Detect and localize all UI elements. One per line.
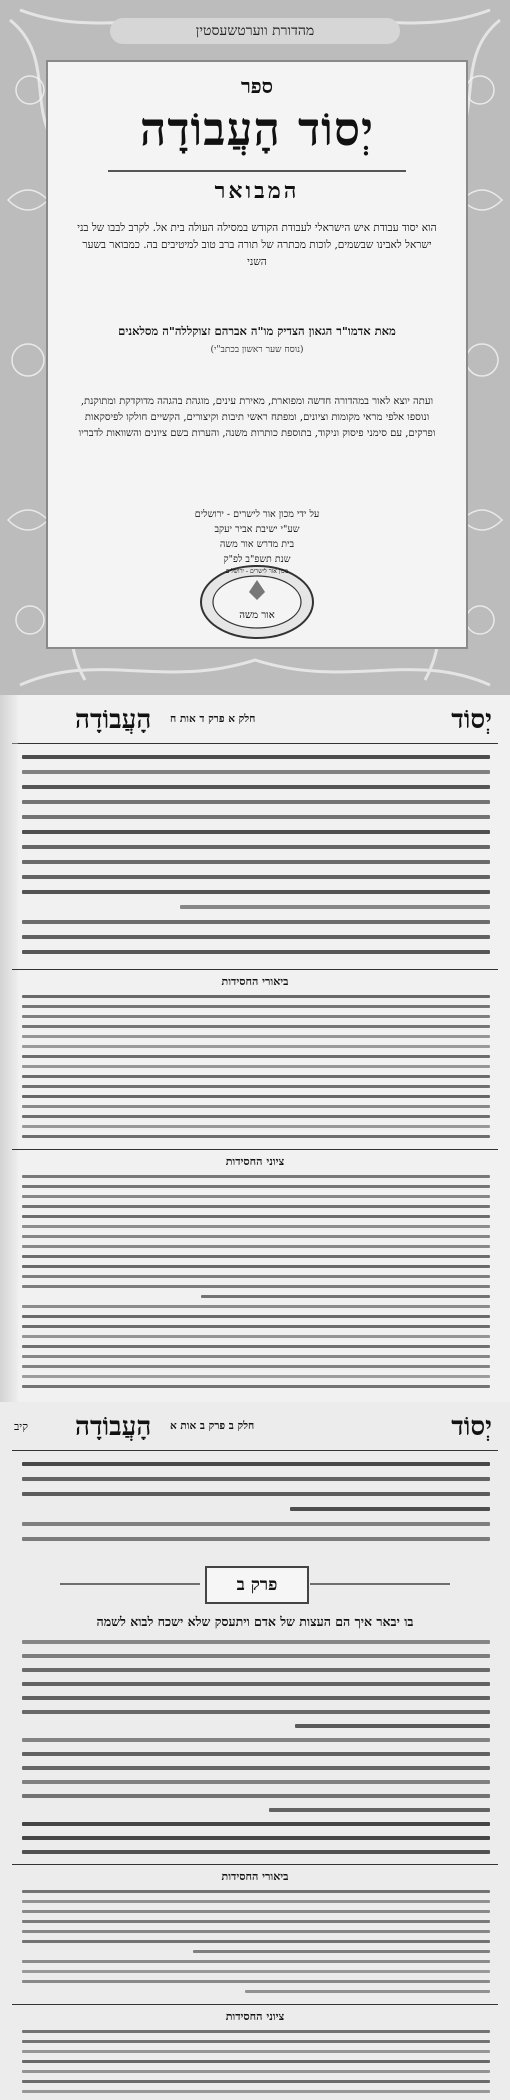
text-line — [22, 1752, 490, 1756]
text-line — [22, 1255, 490, 1258]
text-line — [295, 1724, 490, 1728]
text-line — [22, 1095, 490, 1098]
book-cover — [0, 0, 510, 695]
divider-rule — [12, 969, 498, 970]
footnote-text-block — [22, 1173, 490, 1395]
text-line — [22, 1085, 490, 1088]
publisher-line: שנת תשפ"ב לפ"ק — [223, 554, 291, 565]
section-heading-tziyun: ציוני החסידות — [225, 1155, 285, 1168]
text-line — [22, 1265, 490, 1268]
book-subtitle: המבואר — [214, 178, 300, 204]
chapter-subtitle: בו יבאר איך הם העצות של אדם ויתעסק שלא ישכח לבוא לשמה — [96, 1614, 414, 1629]
text-line — [22, 2080, 490, 2083]
scan-page-1 — [0, 695, 510, 1402]
author-note: (נוסח שער ראשון בכתב"י) — [210, 345, 304, 355]
text-line — [22, 1980, 490, 1983]
footnote-text-block — [22, 2028, 490, 2096]
main-text-block — [22, 753, 490, 963]
text-line — [180, 905, 490, 909]
text-line — [22, 1305, 490, 1308]
book-description: הוא יסוד עבודת איש הישראלי לעבודת הקודש במסילה העולה בית אל. לקרב לבבו של בני ישראל לאבינו שבשמים, לוכות מכתרה של תורה ברב טוב למיטיבים בה. כמבואר בשער השני — [77, 222, 437, 268]
header-section-ref: חלק א פרק ד אות ח — [170, 713, 256, 725]
text-line — [22, 1970, 490, 1973]
text-line — [22, 1105, 490, 1108]
text-line — [22, 1940, 490, 1943]
text-line — [22, 1766, 490, 1770]
header-rule — [12, 1450, 498, 1451]
text-line — [22, 1710, 490, 1714]
text-line — [269, 1808, 490, 1812]
text-line — [22, 1025, 490, 1028]
text-line — [22, 920, 490, 924]
text-line — [22, 800, 490, 804]
section-heading-biur: ביאורי החסידות — [221, 975, 289, 988]
text-line — [290, 1507, 490, 1511]
text-line — [22, 2090, 490, 2093]
text-line — [22, 860, 490, 864]
text-line — [22, 1275, 490, 1278]
text-line — [22, 1005, 490, 1008]
text-line — [22, 845, 490, 849]
text-line — [22, 1365, 490, 1368]
section-heading-tziyun: ציוני החסידות — [225, 2010, 285, 2023]
title-rule — [108, 170, 406, 172]
publisher-seal — [198, 562, 316, 640]
text-line — [22, 1035, 490, 1038]
running-header — [0, 1408, 510, 1448]
text-line — [22, 1850, 490, 1854]
seal-ring-text: מכון אור לישרים - ירושלים — [225, 568, 289, 575]
text-line — [22, 1125, 490, 1128]
text-line — [22, 1900, 490, 1903]
text-line — [22, 1375, 490, 1378]
text-line — [22, 2040, 490, 2043]
chapter-title-box: פרק ב — [205, 1566, 309, 1604]
text-line — [22, 1537, 490, 1541]
text-line — [22, 1055, 490, 1058]
text-line — [22, 2050, 490, 2053]
publisher-line: שע"י ישיבת אביר יעקב — [214, 524, 300, 535]
text-line — [22, 1910, 490, 1913]
header-title-right: הָעֲבוֹדָה — [75, 705, 152, 735]
text-line — [22, 1794, 490, 1798]
text-line — [22, 1780, 490, 1784]
main-text-block — [22, 1460, 490, 1552]
commentary-text-block — [22, 993, 490, 1143]
text-line — [22, 1920, 490, 1923]
text-line — [22, 1185, 490, 1188]
sefer-label: ספר — [240, 74, 274, 98]
text-line — [22, 935, 490, 939]
text-line — [22, 770, 490, 774]
text-line — [22, 815, 490, 819]
text-line — [22, 1195, 490, 1198]
text-line — [22, 1355, 490, 1358]
header-title-left: יְסוֹד — [451, 705, 492, 735]
text-line — [22, 1315, 490, 1318]
text-line — [22, 1325, 490, 1328]
text-line — [22, 1522, 490, 1526]
text-line — [22, 1135, 490, 1138]
text-line — [22, 890, 490, 894]
edition-banner: מהדורת ווערטשעסטין — [110, 18, 400, 44]
edition-note: ועתה יוצא לאור במהדורה חדשה ומפוארת, מאירת עינים, מוגהת בהגהה מדוקדקת ומתוקנת, ונוספו אלפי מראי מקומות וציונים, ומפתח ראשי תיבות וקיצורים, הקשיים חולקו לפיסקאות ופרקים, עם סימני פיסוק וניקוד, בתוספת כותרות משנה, והערות בשם ציונים והשוואות לדבריו — [78, 396, 436, 439]
book-title: יְסוֹד הָעֲבוֹדָה — [139, 102, 375, 156]
text-line — [22, 785, 490, 789]
text-line — [22, 1065, 490, 1068]
text-line — [22, 1335, 490, 1338]
publisher-line: על ידי מכון אור לישרים - ירושלים — [194, 509, 320, 520]
header-title-left: יְסוֹד — [451, 1412, 492, 1442]
publisher-line: בית מדרש אור משה — [219, 539, 295, 550]
text-line — [22, 875, 490, 879]
text-line — [22, 2030, 490, 2033]
text-line — [22, 950, 490, 954]
page-number: קיב — [14, 1420, 29, 1433]
text-line — [22, 1235, 490, 1238]
text-line — [22, 830, 490, 834]
text-line — [22, 1205, 490, 1208]
text-line — [201, 1295, 490, 1298]
text-line — [22, 1075, 490, 1078]
text-line — [22, 1890, 490, 1893]
text-line — [22, 755, 490, 759]
text-line — [22, 2070, 490, 2073]
text-line — [22, 1245, 490, 1248]
text-line — [22, 1015, 490, 1018]
text-line — [22, 2060, 490, 2063]
text-line — [22, 1215, 490, 1218]
text-line — [22, 1960, 490, 1963]
section-heading-biur: ביאורי החסידות — [221, 1870, 289, 1883]
publisher-info — [48, 507, 466, 567]
scan-page-2 — [0, 1402, 510, 2100]
running-header — [0, 701, 510, 741]
chapter-text-block — [22, 1638, 490, 1858]
text-line — [22, 1654, 490, 1658]
text-line — [22, 1682, 490, 1686]
text-line — [22, 1115, 490, 1118]
header-title-right: הָעֲבוֹדָה — [75, 1412, 152, 1442]
divider-rule — [12, 2004, 498, 2005]
text-line — [22, 1930, 490, 1933]
text-line — [22, 1822, 490, 1826]
text-line — [22, 1477, 490, 1481]
text-line — [22, 1385, 490, 1388]
header-rule — [12, 743, 498, 744]
text-line — [22, 1285, 490, 1288]
text-line — [22, 1640, 490, 1644]
text-line — [193, 1950, 490, 1953]
text-line — [22, 1738, 490, 1742]
commentary-text-block — [22, 1888, 490, 1998]
divider-rule — [12, 1149, 498, 1150]
text-line — [22, 1175, 490, 1178]
header-section-ref: חלק ב פרק ב אות א — [170, 1420, 255, 1432]
text-line — [22, 1045, 490, 1048]
text-line — [22, 1462, 490, 1466]
text-line — [22, 1225, 490, 1228]
text-line — [22, 1668, 490, 1672]
text-line — [22, 1345, 490, 1348]
text-line — [22, 995, 490, 998]
cover-title-panel — [46, 60, 468, 649]
text-line — [22, 1696, 490, 1700]
book-author: מאת אדמו"ר הגאון הצדיק מו"ה אברהם זצוקללה"ה מסלאנים — [118, 324, 396, 338]
text-line — [245, 1990, 490, 1993]
text-line — [22, 1492, 490, 1496]
page-gutter-shadow — [0, 695, 18, 1402]
seal-center-text: אור משה — [239, 610, 275, 621]
text-line — [22, 1836, 490, 1840]
divider-rule — [12, 1864, 498, 1865]
